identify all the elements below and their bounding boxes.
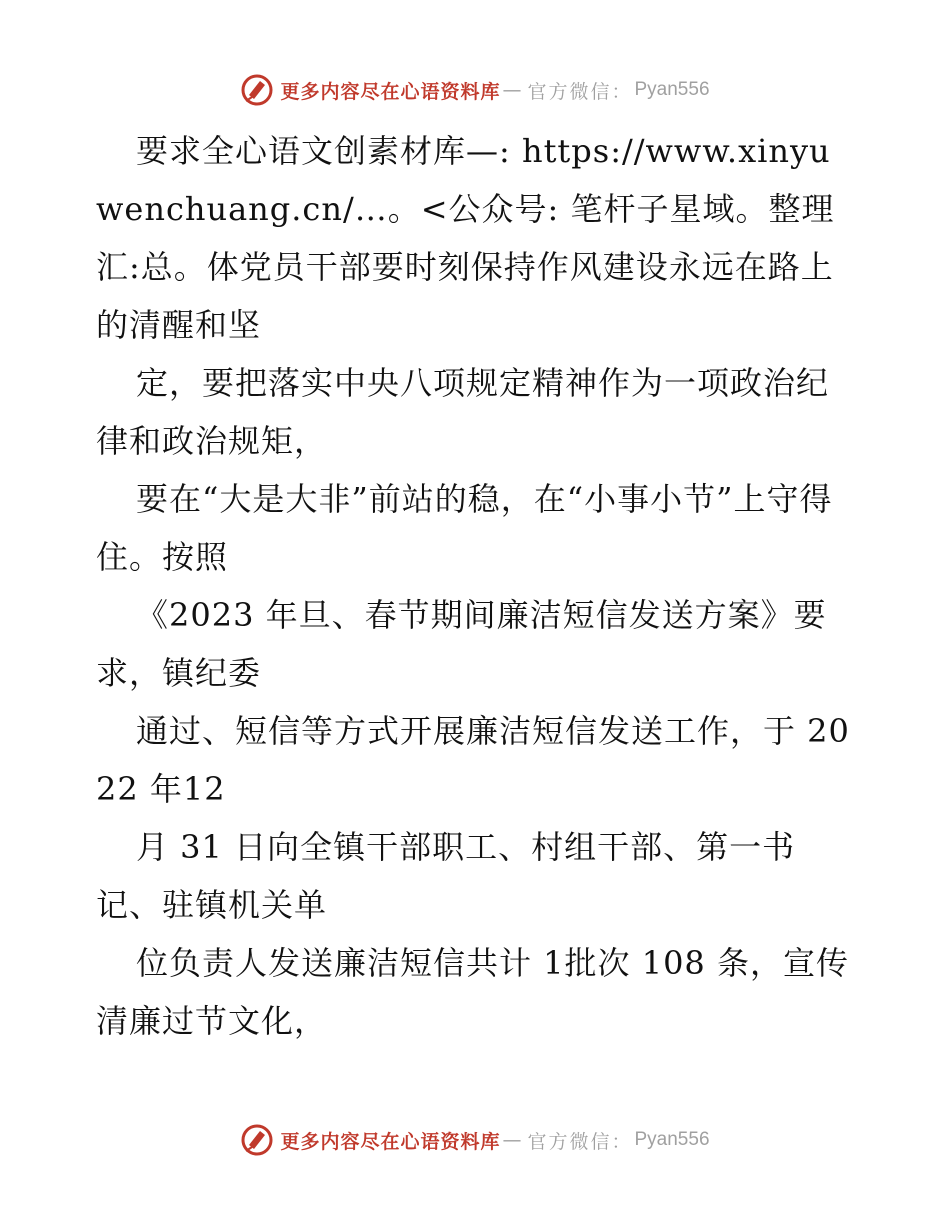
paragraph-7: 位负责人发送廉洁短信共计 1批次 108 条，宣传清廉过节文化， <box>96 944 849 1040</box>
banner-wechat-label: 官方微信： <box>527 80 633 103</box>
paragraph-3: 要在“大是大非”前站的稳，在“小事小节”上守得住。按照 <box>96 480 833 576</box>
banner-wechat-label: 官方微信： <box>527 1130 633 1153</box>
banner-brand-text: 更多内容尽在心语资料库 <box>280 80 501 103</box>
document-body <box>96 122 856 1050</box>
paragraph-2: 定，要把落实中央八项规定精神作为一项政治纪律和政治规矩， <box>96 364 830 460</box>
header-banner <box>0 70 950 110</box>
paragraph-5: 通过、短信等方式开展廉洁短信发送工作，于 2022 年12 <box>96 712 850 808</box>
paragraph-1: 要求全心语文创素材库—: https://www.xinyuwenchuang.cn/…。<公众号: 笔杆子星域。整理汇:总。体党员干部要时刻保持作风建设永远在路上的清醒和坚 <box>96 132 835 344</box>
paragraph-6: 月 31 日向全镇干部职工、村组干部、第一书记、驻镇机关单 <box>96 828 796 924</box>
footer-banner <box>0 1120 950 1160</box>
banner-wechat-id: Pyan556 <box>634 79 710 100</box>
paragraph-4: 《2023 年旦、春节期间廉洁短信发送方案》要求，镇纪委 <box>96 596 827 692</box>
brand-logo-icon <box>240 1123 274 1157</box>
banner-dash: — <box>502 79 522 101</box>
banner-brand-text: 更多内容尽在心语资料库 <box>280 1130 501 1153</box>
brand-logo-icon <box>240 73 274 107</box>
banner-wechat-id: Pyan556 <box>634 1129 710 1150</box>
banner-dash: — <box>502 1129 522 1151</box>
